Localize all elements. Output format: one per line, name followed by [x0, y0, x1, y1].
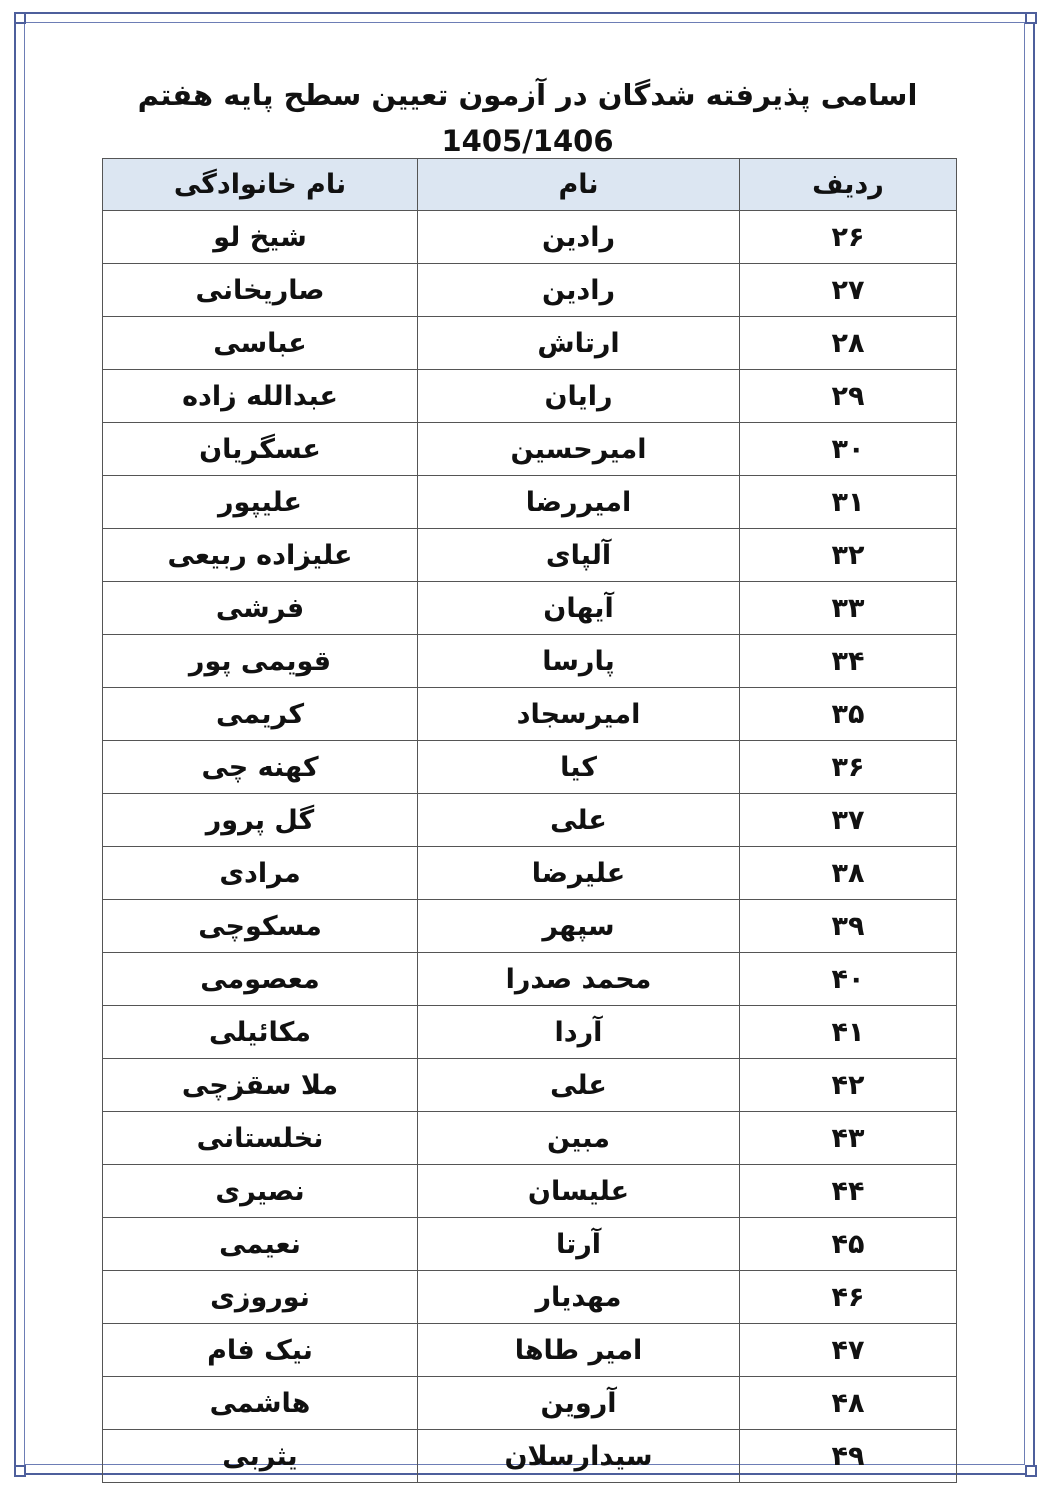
cell-family: عباسی — [103, 317, 418, 370]
table-row — [103, 476, 957, 529]
table-row — [103, 1324, 957, 1377]
cell-radif: ۲۸ — [740, 317, 957, 370]
table-row — [103, 370, 957, 423]
cell-name: علیرضا — [418, 847, 740, 900]
cell-radif: ۴۴ — [740, 1165, 957, 1218]
frame-corner-ornament — [14, 12, 26, 24]
frame-corner-ornament — [1025, 1465, 1037, 1477]
cell-family: نوروزی — [103, 1271, 418, 1324]
frame-corner-ornament — [14, 1465, 26, 1477]
table-row — [103, 211, 957, 264]
cell-family: علیپور — [103, 476, 418, 529]
cell-name: امیرحسین — [418, 423, 740, 476]
cell-radif: ۴۵ — [740, 1218, 957, 1271]
table-row — [103, 1377, 957, 1430]
cell-family: نخلستانی — [103, 1112, 418, 1165]
cell-name: آیهان — [418, 582, 740, 635]
table-row — [103, 1165, 957, 1218]
table-row — [103, 1218, 957, 1271]
header-name: نام — [418, 159, 740, 211]
cell-radif: ۲۹ — [740, 370, 957, 423]
cell-name: رادین — [418, 211, 740, 264]
table-row — [103, 1059, 957, 1112]
cell-family: معصومی — [103, 953, 418, 1006]
cell-name: رایان — [418, 370, 740, 423]
table-row — [103, 794, 957, 847]
cell-radif: ۲۷ — [740, 264, 957, 317]
cell-family: نیک فام — [103, 1324, 418, 1377]
table-row — [103, 1006, 957, 1059]
table-row — [103, 264, 957, 317]
cell-family: صاریخانی — [103, 264, 418, 317]
table-body — [103, 211, 957, 1483]
cell-family: علیزاده ربیعی — [103, 529, 418, 582]
cell-radif: ۲۶ — [740, 211, 957, 264]
header-family: نام خانوادگی — [103, 159, 418, 211]
cell-radif: ۴۹ — [740, 1430, 957, 1483]
cell-name: آلپای — [418, 529, 740, 582]
cell-radif: ۳۶ — [740, 741, 957, 794]
cell-name: محمد صدرا — [418, 953, 740, 1006]
cell-family: گل پرور — [103, 794, 418, 847]
cell-name: سیدارسلان — [418, 1430, 740, 1483]
table-row — [103, 529, 957, 582]
cell-name: ارتاش — [418, 317, 740, 370]
cell-radif: ۳۴ — [740, 635, 957, 688]
cell-family: نصیری — [103, 1165, 418, 1218]
cell-name: کیا — [418, 741, 740, 794]
cell-radif: ۳۷ — [740, 794, 957, 847]
cell-family: مکائیلی — [103, 1006, 418, 1059]
cell-radif: ۴۷ — [740, 1324, 957, 1377]
header-radif: ردیف — [740, 159, 957, 211]
table-row — [103, 1271, 957, 1324]
table-row — [103, 423, 957, 476]
table-row — [103, 688, 957, 741]
cell-family: نعیمی — [103, 1218, 418, 1271]
table-row — [103, 1430, 957, 1483]
table-row — [103, 953, 957, 1006]
cell-name: پارسا — [418, 635, 740, 688]
cell-name: آردا — [418, 1006, 740, 1059]
cell-radif: ۴۲ — [740, 1059, 957, 1112]
cell-family: ملا سقزچی — [103, 1059, 418, 1112]
cell-name: امیررضا — [418, 476, 740, 529]
cell-name: آرتا — [418, 1218, 740, 1271]
cell-radif: ۳۹ — [740, 900, 957, 953]
cell-radif: ۴۸ — [740, 1377, 957, 1430]
cell-family: شیخ لو — [103, 211, 418, 264]
cell-name: امیر طاها — [418, 1324, 740, 1377]
table-row — [103, 900, 957, 953]
cell-radif: ۴۳ — [740, 1112, 957, 1165]
cell-family: عسگریان — [103, 423, 418, 476]
cell-family: عبدالله زاده — [103, 370, 418, 423]
cell-family: کریمی — [103, 688, 418, 741]
cell-radif: ۳۰ — [740, 423, 957, 476]
cell-family: قویمی پور — [103, 635, 418, 688]
table-row — [103, 317, 957, 370]
cell-name: علی — [418, 1059, 740, 1112]
cell-family: فرشی — [103, 582, 418, 635]
cell-radif: ۴۱ — [740, 1006, 957, 1059]
cell-family: مرادی — [103, 847, 418, 900]
page-title: اسامی پذیرفته شدگان در آزمون تعیین سطح پایه هفتم 1405/1406 — [137, 78, 918, 158]
cell-family: مسکوچی — [103, 900, 418, 953]
table-row — [103, 741, 957, 794]
cell-name: رادین — [418, 264, 740, 317]
frame-corner-ornament — [1025, 12, 1037, 24]
cell-name: سپهر — [418, 900, 740, 953]
cell-name: علی — [418, 794, 740, 847]
cell-family: کهنه چی — [103, 741, 418, 794]
cell-radif: ۴۰ — [740, 953, 957, 1006]
table-row — [103, 847, 957, 900]
admitted-students-table — [102, 158, 957, 1483]
table-row — [103, 635, 957, 688]
cell-radif: ۳۲ — [740, 529, 957, 582]
cell-family: هاشمی — [103, 1377, 418, 1430]
cell-name: مهدیار — [418, 1271, 740, 1324]
cell-radif: ۳۳ — [740, 582, 957, 635]
cell-family: یثربی — [103, 1430, 418, 1483]
cell-radif: ۳۸ — [740, 847, 957, 900]
table-header-row — [103, 159, 957, 211]
table-row — [103, 1112, 957, 1165]
cell-radif: ۳۵ — [740, 688, 957, 741]
cell-radif: ۳۱ — [740, 476, 957, 529]
cell-name: امیرسجاد — [418, 688, 740, 741]
cell-name: علیسان — [418, 1165, 740, 1218]
cell-name: آروین — [418, 1377, 740, 1430]
cell-name: مبین — [418, 1112, 740, 1165]
cell-radif: ۴۶ — [740, 1271, 957, 1324]
table-row — [103, 582, 957, 635]
